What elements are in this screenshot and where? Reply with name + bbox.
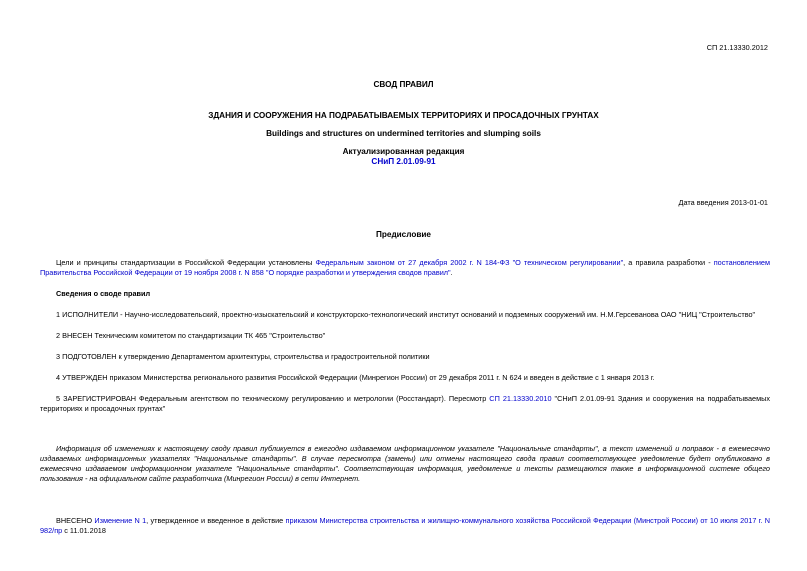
change-text-3: с 11.01.2018: [62, 526, 106, 535]
about-heading: Сведения о своде правил: [56, 289, 151, 298]
item-prepared: 3 ПОДГОТОВЛЕН к утверждению Департаментом архитектуры, строительства и градостроительной политики: [56, 352, 430, 361]
item-performers: 1 ИСПОЛНИТЕЛИ - Научно-исследовательский, проектно-изыскательский и конструкторско-технологический институт оснований и подземных сооружений им. Н.М.Герсеванова ОАО "НИЦ "Строительство": [56, 310, 756, 319]
info-note-paragraph: Информация об изменениях к настоящему своду правил публикуется в ежегодно издаваемом информационном указателе "Национальные стандарты", а текст изменений и поправок - в ежемесячно издаваемых информационных указателях "Национальные стандарты". В случае пересмотра (замены) или отмены настоящего свода правил соответствующее уведомление будет опубликовано в ежемесячно издаваемом информационном указателе "Национальные стандарты". Соответствующая информация, уведомление и тексты размещаются также в информационной системе общего пользования - на официальном сайте разработчика (Минрегион России) в сети Интернет.: [40, 444, 770, 483]
snip-link[interactable]: СНиП 2.01.09-91: [371, 157, 436, 166]
item-submitted: 2 ВНЕСЕН Техническим комитетом по стандартизации ТК 465 "Строительство": [56, 331, 326, 340]
sp-2010-link[interactable]: СП 21.13330.2010: [489, 394, 552, 403]
item-registered: [40, 394, 770, 414]
foreword-intro-paragraph: [40, 258, 770, 278]
minstroy-order-link[interactable]: приказом Министерства строительства и жилищно-коммунального хозяйства Российской Федерации (Минстрой России) от 10 июля 2017 г. N 982/пр: [40, 516, 770, 535]
doc-type-title: СВОД ПРАВИЛ: [373, 80, 434, 89]
federal-law-link[interactable]: Федеральным законом от 27 декабря 2002 г. N 184-ФЗ "О техническом регулировании": [315, 258, 624, 267]
registered-text-1: 5 ЗАРЕГИСТРИРОВАН Федеральным агентством по техническому регулированию и метрологии (Росстандарт). Пересмотр: [56, 394, 490, 403]
introduction-date: Дата введения 2013-01-01: [678, 198, 768, 207]
intro-text-3: .: [450, 268, 453, 277]
change-text-2: , утвержденное и введенное в действие: [146, 516, 286, 525]
change-text-1: ВНЕСЕНО: [56, 516, 95, 525]
government-decree-link[interactable]: постановлением Правительства Российской Федерации от 19 ноября 2008 г. N 858 "О порядке разработки и утверждения сводов правил": [40, 258, 771, 277]
change-1-link[interactable]: Изменение N 1: [94, 516, 147, 525]
intro-text-2: , а правила разработки -: [623, 258, 714, 267]
change-paragraph: [40, 516, 770, 536]
intro-text-1: Цели и принципы стандартизации в Российской Федерации установлены: [56, 258, 316, 267]
edition-label: Актуализированная редакция: [342, 147, 465, 156]
registered-text-2: "СНиП 2.01.09-91 Здания и сооружения на подрабатываемых территориях и просадочных грунтах": [40, 394, 770, 413]
document-title-ru: ЗДАНИЯ И СООРУЖЕНИЯ НА ПОДРАБАТЫВАЕМЫХ ТЕРРИТОРИЯХ И ПРОСАДОЧНЫХ ГРУНТАХ: [208, 111, 599, 120]
foreword-heading: Предисловие: [376, 230, 431, 239]
document-title-en: Buildings and structures on undermined territories and slumping soils: [266, 129, 541, 138]
document-code: СП 21.13330.2012: [706, 43, 768, 52]
item-approved: 4 УТВЕРЖДЕН приказом Министерства регионального развития Российской Федерации (Минрегион России) от 29 декабря 2011 г. N 624 и введен в действие с 1 января 2013 г.: [56, 373, 655, 382]
